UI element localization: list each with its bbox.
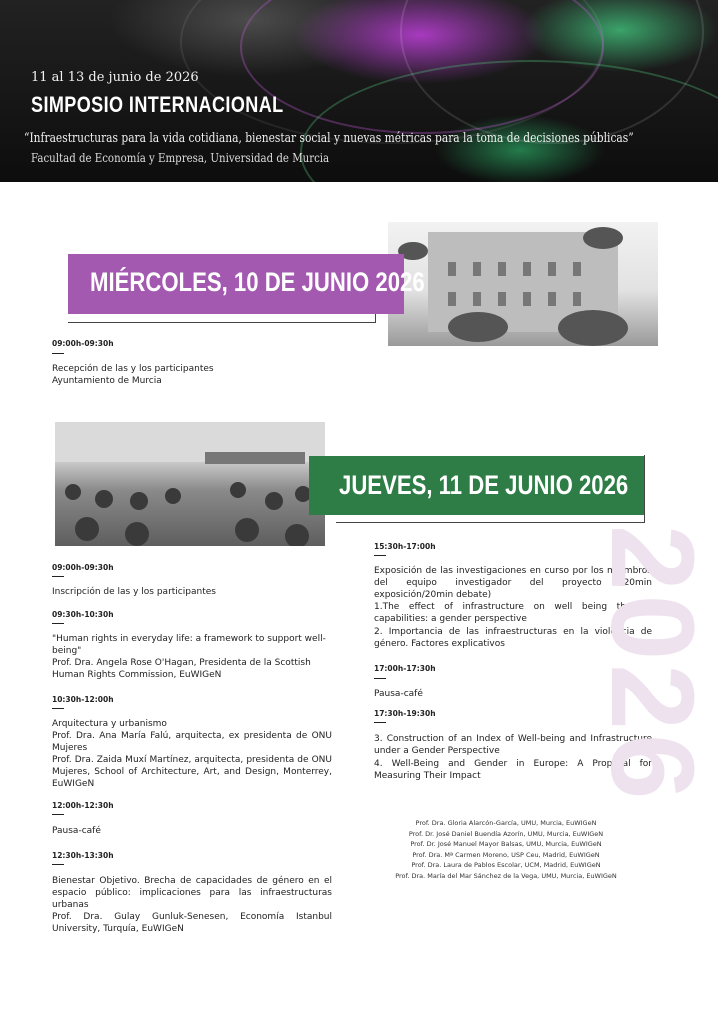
participant-name: Prof. Dra. María del Mar Sánchez de la Vega, UMU, Murcia, EuWIGeN — [395, 871, 617, 880]
day1-title: MIÉRCOLES, 10 DE JUNIO 2026 — [90, 267, 425, 297]
session-time: 12:30h-13:30h — [52, 851, 114, 860]
session-text: Prof. Dra. Ana María Falú, arquitecta, ex presidenta de ONU Mujeres — [52, 731, 332, 753]
session-text: Inscripción de las y los participantes — [52, 587, 216, 597]
session-text: Bienestar Objetivo. Brecha de capacidades de género en el espacio público: implicaciones para las infraestructuras urbanas — [52, 876, 332, 910]
session-text: Pausa-café — [374, 689, 423, 699]
event-subtitle: “Infraestructuras para la vida cotidiana, bienestar social y nuevas métricas para la toma de decisiones públicas” — [24, 131, 634, 146]
session-text: Prof. Dra. Angela Rose O'Hagan, Presidenta de la Scottish Human Rights Commission, EuWIGeN — [52, 658, 311, 680]
divider — [52, 814, 64, 815]
divider — [52, 864, 64, 865]
year-watermark-text: 2026 — [586, 525, 718, 804]
day2-title: JUEVES, 11 DE JUNIO 2026 — [339, 470, 629, 500]
session-time: 12:00h-12:30h — [52, 801, 114, 810]
session-text: 3. Construction of an Index of Well-being and Infrastructure under a Gender Perspective — [374, 734, 652, 756]
event-faculty: Facultad de Economía y Empresa, Universidad de Murcia — [31, 151, 330, 165]
divider — [52, 623, 64, 624]
session-text: "Human rights in everyday life: a framework to support well-being" — [52, 634, 326, 656]
session-text: 1.The effect of infrastructure on well being through capabilities: a gender perspective — [374, 602, 652, 624]
session-text: Pausa-café — [52, 826, 101, 836]
session-time: 15:30h-17:00h — [374, 542, 436, 551]
divider — [52, 708, 64, 709]
session-text: Exposición de las investigaciones en curso por los miembros del equipo investigador del proyecto (20min exposición/20min debate) — [374, 566, 652, 600]
day2-banner — [309, 456, 644, 515]
event-title: SIMPOSIO INTERNACIONAL — [31, 92, 284, 117]
session-text: 2. Importancia de las infraestructuras en la violencia de género. Factores explicativos — [374, 627, 652, 649]
session-time: 09:00h-09:30h — [52, 563, 114, 572]
session-time: 17:30h-19:30h — [374, 709, 436, 718]
divider — [374, 678, 386, 679]
session-time: 09:30h-10:30h — [52, 610, 114, 619]
divider — [52, 353, 64, 354]
participant-name: Prof. Dr. José Daniel Buendía Azorín, UMU, Murcia, EuWIGeN — [408, 829, 604, 838]
session-text: Recepción de las y los participantes — [52, 364, 214, 374]
session-text: 4. Well-Being and Gender in Europe: A Proposal for Measuring Their Impact — [374, 759, 652, 781]
town-hall-photo — [388, 222, 658, 346]
participant-name: Prof. Dr. José Manuel Mayor Balsas, UMU, Murcia, EuWIGeN — [410, 840, 602, 848]
header-banner — [0, 0, 718, 182]
year-watermark — [560, 525, 718, 1025]
day1-banner — [68, 254, 425, 314]
divider — [374, 555, 386, 556]
session-text: Ayuntamiento de Murcia — [52, 376, 162, 386]
participant-name: Prof. Dra. Mª Carmen Moreno, USP Ceu, Madrid, EuWIGeN — [412, 850, 600, 859]
auditorium-photo — [55, 422, 325, 546]
session-text: Prof. Dra. Gulay Gunluk-Senesen, Economía Istanbul University, Turquía, EuWIGeN — [52, 912, 332, 934]
session-time: 10:30h-12:00h — [52, 695, 114, 704]
participant-name: Prof. Dra. Laura de Pablos Escolar, UCM, Madrid, EuWIGeN — [411, 861, 601, 869]
session-text: Prof. Dra. Zaida Muxí Martínez, arquitecta, presidenta de ONU Mujeres, School of Architecture, Art, and Design, Monterrey, EuWIGeN — [52, 755, 332, 789]
session-time: 09:00h-09:30h — [52, 339, 114, 348]
event-date-range: 11 al 13 de junio de 2026 — [31, 70, 199, 85]
session-time: 17:00h-17:30h — [374, 664, 436, 673]
divider — [374, 722, 386, 723]
session-text: Arquitectura y urbanismo — [52, 719, 167, 729]
participant-name: Prof. Dra. Gloria Alarcón-García, UMU, Murcia, EuWIGeN — [415, 819, 597, 827]
divider — [52, 576, 64, 577]
